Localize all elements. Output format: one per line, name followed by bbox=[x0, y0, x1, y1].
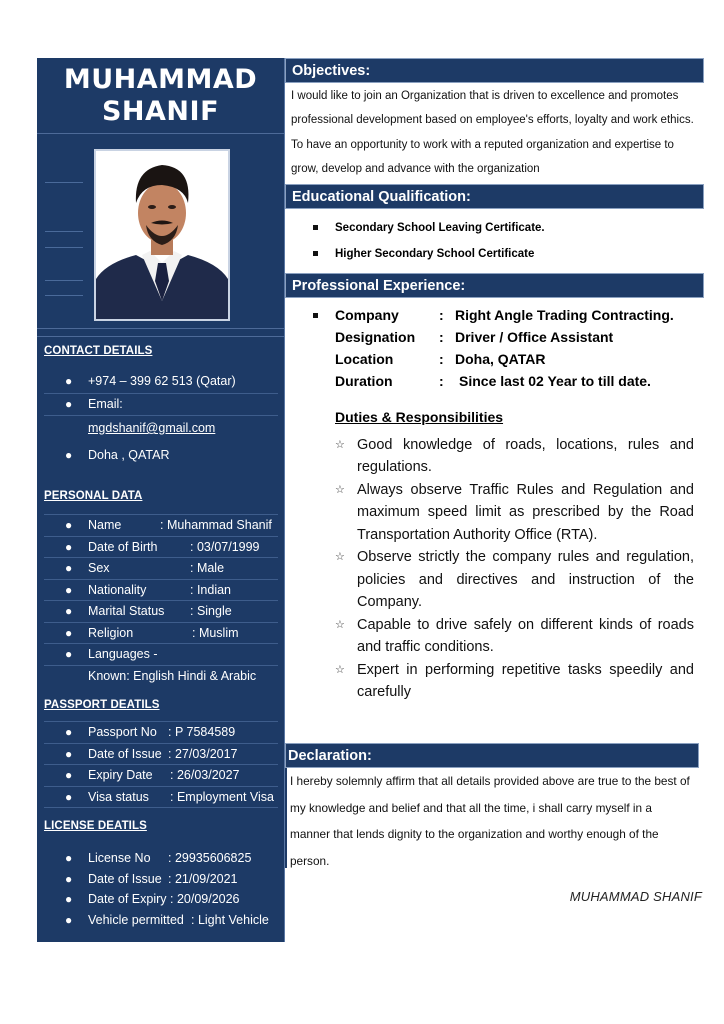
candidate-first-name: MUHAMMAD bbox=[63, 63, 258, 95]
bullet-icon: ● bbox=[65, 539, 73, 554]
personal-name bbox=[44, 515, 278, 537]
square-bullet-icon bbox=[313, 251, 318, 256]
declaration-text: I hereby solemnly affirm that all details provided above are true to the best of my knowledge and belief and that all the time, i shall carry myself in a manner that lends dignity to the organization and worthy enough of the person. bbox=[290, 774, 690, 868]
field-label: Date of Expiry bbox=[88, 892, 167, 906]
field-value: Doha, QATAR bbox=[455, 350, 546, 367]
field-value: : Muhammad Shanif bbox=[160, 518, 272, 532]
objectives-text: I would like to join an Organization that is driven to excellence and promotes professional development based on employee's efforts, loyalty and work ethics. To have an opportunity to work with a reputed organization and expertise to grow, develop and advance with the organization bbox=[291, 90, 694, 176]
contact-details-section bbox=[44, 345, 278, 470]
main-content bbox=[285, 58, 704, 704]
bullet-icon: ● bbox=[65, 789, 73, 804]
passport-expiry-date bbox=[44, 765, 278, 787]
star-bullet-icon: ☆ bbox=[335, 551, 345, 564]
decorative-rule bbox=[45, 280, 83, 281]
bullet-icon: ● bbox=[65, 892, 73, 906]
field-label: Date of Issue bbox=[88, 871, 162, 886]
personal-sex bbox=[44, 558, 278, 580]
decorative-rule bbox=[45, 182, 83, 183]
field-value: : Light Vehicle bbox=[191, 912, 269, 927]
field-value: : 29935606825 bbox=[168, 851, 252, 865]
field-label: Date of Birth bbox=[88, 539, 158, 554]
bullet-icon: ● bbox=[65, 746, 73, 761]
contact-email bbox=[44, 416, 278, 440]
field-label: Date of Issue bbox=[88, 746, 162, 761]
duties-heading: Duties & Responsibilities bbox=[335, 408, 504, 425]
experience-location bbox=[285, 348, 704, 370]
field-value: : Single bbox=[190, 604, 232, 618]
phone-number[interactable]: +974 – 399 62 513 (Qatar) bbox=[88, 374, 236, 388]
star-bullet-icon: ☆ bbox=[335, 663, 345, 676]
divider bbox=[37, 328, 284, 329]
field-value: : Indian bbox=[190, 582, 232, 597]
experience-company bbox=[285, 304, 704, 326]
personal-dob bbox=[44, 537, 278, 559]
field-label: Nationality bbox=[88, 582, 147, 597]
field-label: Name bbox=[88, 518, 122, 532]
field-label: Visa status bbox=[88, 789, 149, 804]
education-item-label: Higher Secondary School Certificate bbox=[335, 247, 535, 260]
colon: : bbox=[439, 350, 444, 367]
square-bullet-icon bbox=[313, 225, 318, 230]
field-value: Driver / Office Assistant bbox=[455, 328, 614, 345]
duty-text: Good knowledge of roads, locations, rules and regulations. bbox=[357, 436, 694, 476]
license-details-section bbox=[44, 820, 278, 930]
colon: : bbox=[439, 372, 444, 389]
bullet-icon: ● bbox=[65, 604, 73, 618]
experience-section bbox=[285, 273, 704, 704]
objectives-section bbox=[285, 58, 704, 182]
duty-item bbox=[285, 479, 704, 547]
duty-text: Always observe Traffic Rules and Regulation and maximum speed limit as prescribed by the Road Transportation Authority Office (RTA). bbox=[357, 481, 694, 543]
field-value: : Employment Visa bbox=[170, 789, 274, 804]
decorative-rule bbox=[45, 231, 83, 232]
visa-status bbox=[44, 787, 278, 809]
experience-designation bbox=[285, 326, 704, 348]
contact-phone bbox=[44, 369, 278, 394]
bullet-icon: ● bbox=[65, 871, 73, 886]
field-value: Known: English Hindi & Arabic bbox=[88, 668, 257, 683]
license-details-heading: LICENSE DEATILS bbox=[44, 820, 147, 832]
passport-details-section bbox=[44, 699, 278, 808]
colon: : bbox=[439, 328, 444, 345]
license-issue-date bbox=[44, 869, 278, 890]
bullet-icon: ● bbox=[65, 561, 73, 575]
location-text: Doha , QATAR bbox=[88, 448, 170, 462]
experience-heading: Professional Experience: bbox=[285, 273, 704, 298]
education-item bbox=[285, 215, 704, 241]
passport-issue-date bbox=[44, 744, 278, 766]
field-label: Vehicle permitted bbox=[88, 912, 184, 927]
decorative-rule bbox=[45, 247, 83, 248]
bullet-icon: ● bbox=[65, 448, 73, 462]
field-label: Religion bbox=[88, 625, 134, 640]
signature: MUHAMMAD SHANIF bbox=[569, 889, 702, 904]
field-label: Sex bbox=[88, 561, 110, 575]
duty-text: Capable to drive safely on different kinds of roads and traffic conditions. bbox=[357, 616, 694, 656]
personal-marital-status bbox=[44, 601, 278, 623]
field-value: Since last 02 Year to till date. bbox=[459, 372, 651, 389]
field-label: Marital Status bbox=[88, 604, 165, 618]
field-label: Duration bbox=[335, 372, 393, 389]
colon: : bbox=[439, 306, 444, 323]
passport-details-heading: PASSPORT DEATILS bbox=[44, 699, 160, 711]
field-label: Languages - bbox=[88, 647, 158, 661]
sidebar bbox=[37, 58, 285, 942]
field-value: : Muslim bbox=[192, 625, 239, 640]
license-number bbox=[44, 848, 278, 869]
field-value: : P 7584589 bbox=[168, 725, 236, 739]
declaration-heading: Declaration: bbox=[285, 743, 699, 768]
objectives-heading: Objectives: bbox=[285, 58, 704, 83]
declaration-section bbox=[285, 743, 699, 874]
field-value: : 21/09/2021 bbox=[168, 871, 238, 886]
duty-text: Expert in performing repetitive tasks speedily and carefully bbox=[357, 661, 694, 701]
field-label: Expiry Date bbox=[88, 768, 153, 782]
personal-religion bbox=[44, 623, 278, 645]
bullet-icon: ● bbox=[65, 397, 73, 411]
bullet-icon: ● bbox=[65, 518, 73, 532]
education-section bbox=[285, 184, 704, 273]
field-value: : 20/09/2026 bbox=[170, 892, 240, 906]
duty-item bbox=[285, 546, 704, 614]
license-expiry-date bbox=[44, 889, 278, 910]
field-label: Passport No bbox=[88, 725, 157, 739]
name-block bbox=[37, 58, 284, 134]
star-bullet-icon: ☆ bbox=[335, 618, 345, 631]
divider bbox=[37, 336, 284, 337]
education-heading: Educational Qualification: bbox=[285, 184, 704, 209]
bullet-icon: ● bbox=[65, 582, 73, 597]
experience-duration bbox=[285, 370, 704, 392]
duty-item bbox=[285, 434, 704, 479]
field-value: : 03/07/1999 bbox=[190, 539, 260, 554]
bullet-icon: ● bbox=[65, 647, 73, 661]
profile-photo bbox=[94, 149, 230, 321]
personal-data-heading: PERSONAL DATA bbox=[44, 490, 143, 502]
candidate-last-name: SHANIF bbox=[101, 95, 220, 127]
bullet-icon: ● bbox=[65, 625, 73, 640]
bullet-icon: ● bbox=[65, 851, 73, 865]
field-label: Location bbox=[335, 350, 394, 367]
person-portrait-icon bbox=[96, 151, 228, 319]
duty-text: Observe strictly the company rules and regulation, policies and directives and instruction of the Company. bbox=[357, 549, 694, 611]
field-label: Company bbox=[335, 306, 399, 323]
duty-item bbox=[285, 614, 704, 659]
field-label: Designation bbox=[335, 328, 416, 345]
field-label: License No bbox=[88, 851, 151, 865]
email-link[interactable]: mgdshanif@gmail.com bbox=[88, 421, 216, 435]
personal-languages-known bbox=[44, 666, 278, 687]
email-label: Email: bbox=[88, 397, 123, 411]
bullet-icon: ● bbox=[65, 374, 73, 388]
field-value: : 26/03/2027 bbox=[170, 768, 240, 782]
star-bullet-icon: ☆ bbox=[335, 483, 345, 496]
personal-languages bbox=[44, 644, 278, 666]
field-value: : 27/03/2017 bbox=[168, 746, 238, 761]
duty-item bbox=[285, 659, 704, 704]
bullet-icon: ● bbox=[65, 912, 73, 927]
star-bullet-icon: ☆ bbox=[335, 438, 345, 451]
personal-nationality bbox=[44, 580, 278, 602]
field-value: Right Angle Trading Contracting. bbox=[455, 306, 674, 323]
field-value: : Male bbox=[190, 561, 225, 575]
bullet-icon: ● bbox=[65, 725, 73, 739]
passport-number bbox=[44, 722, 278, 744]
contact-location bbox=[44, 440, 278, 470]
bullet-icon: ● bbox=[65, 768, 73, 782]
square-bullet-icon bbox=[313, 313, 318, 318]
education-item-label: Secondary School Leaving Certificate. bbox=[335, 221, 545, 234]
decorative-rule bbox=[45, 295, 83, 296]
education-item bbox=[285, 241, 704, 267]
vehicle-permitted bbox=[44, 910, 278, 931]
contact-email-label bbox=[44, 394, 278, 416]
contact-details-heading: CONTACT DETAILS bbox=[44, 345, 153, 357]
personal-data-section bbox=[44, 490, 278, 686]
